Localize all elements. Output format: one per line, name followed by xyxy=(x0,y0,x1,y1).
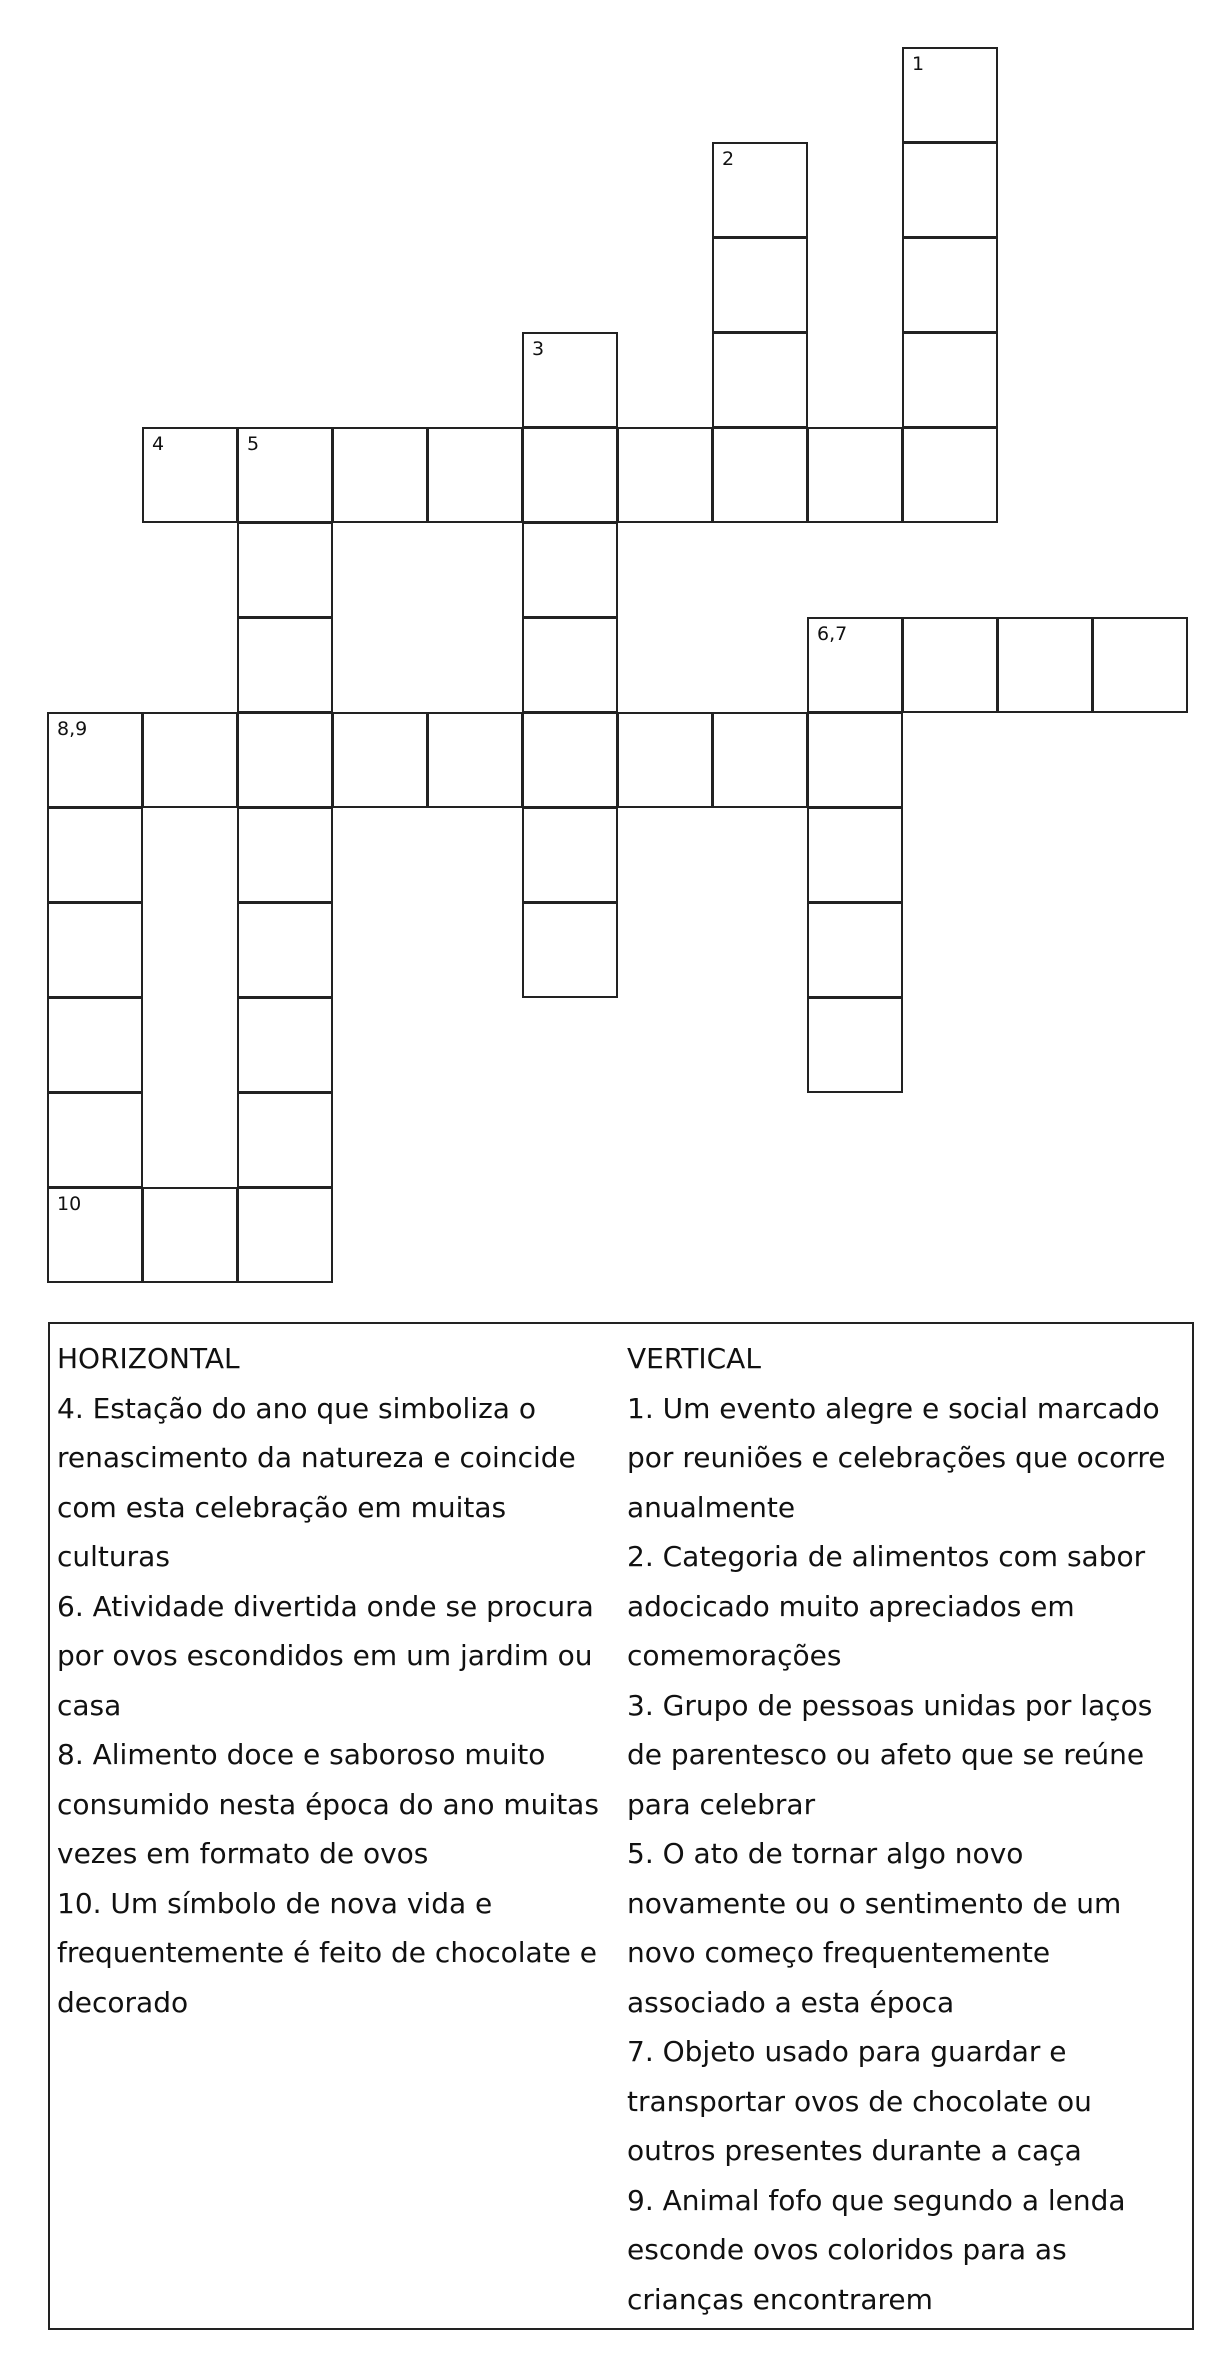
crossword-cell[interactable] xyxy=(522,332,618,428)
crossword-cell[interactable] xyxy=(712,237,808,333)
crossword-cell[interactable] xyxy=(237,427,333,523)
crossword-cell[interactable] xyxy=(712,332,808,428)
clue-number: 10 xyxy=(57,1193,82,1215)
crossword-cell[interactable] xyxy=(522,617,618,713)
crossword-cell[interactable] xyxy=(807,807,903,903)
clues-box xyxy=(48,1322,1194,2330)
crossword-cell[interactable] xyxy=(1092,617,1188,713)
crossword-cell[interactable] xyxy=(332,427,428,523)
crossword-cell[interactable] xyxy=(807,712,903,808)
crossword-cell[interactable] xyxy=(237,712,333,808)
crossword-cell[interactable] xyxy=(47,1187,143,1283)
clue-number: 1 xyxy=(912,53,925,75)
crossword-cell[interactable] xyxy=(142,427,238,523)
crossword-cell[interactable] xyxy=(712,142,808,238)
crossword-cell[interactable] xyxy=(332,712,428,808)
crossword-cell[interactable] xyxy=(712,427,808,523)
clue-number: 8,9 xyxy=(57,718,88,740)
crossword-cell[interactable] xyxy=(902,332,998,428)
horizontal-clue: 4. Estação do ano que simboliza o renascimento da natureza e coincide com esta celebração em muitas culturas xyxy=(57,1391,576,1573)
crossword-cell[interactable] xyxy=(427,712,523,808)
horizontal-clues-column xyxy=(57,1334,627,2027)
crossword-cell[interactable] xyxy=(902,617,998,713)
crossword-cell[interactable] xyxy=(902,142,998,238)
crossword-cell[interactable] xyxy=(807,617,903,713)
horizontal-heading: HORIZONTAL xyxy=(57,1342,240,1375)
vertical-clues-column xyxy=(627,1334,1187,2324)
crossword-cell[interactable] xyxy=(902,47,998,143)
clue-number: 6,7 xyxy=(817,623,848,645)
vertical-clue: 7. Objeto usado para guardar e transportar ovos de chocolate ou outros presentes durante a caça xyxy=(627,2035,1092,2167)
crossword-cell[interactable] xyxy=(142,1187,238,1283)
vertical-clue: 9. Animal fofo que segundo a lenda esconde ovos coloridos para as crianças encontrarem xyxy=(627,2183,1126,2316)
crossword-cell[interactable] xyxy=(142,712,238,808)
vertical-clue: 5. O ato de tornar algo novo novamente ou o sentimento de um novo começo frequentemente associado a esta época xyxy=(627,1837,1122,2019)
vertical-clue: 1. Um evento alegre e social marcado por reuniões e celebrações que ocorre anualmente xyxy=(627,1391,1166,1524)
crossword-cell[interactable] xyxy=(47,807,143,903)
vertical-heading: VERTICAL xyxy=(627,1342,761,1375)
crossword-cell[interactable] xyxy=(997,617,1093,713)
vertical-clue: 2. Categoria de alimentos com sabor adocicado muito apreciados em comemorações xyxy=(627,1540,1146,1672)
crossword-cell[interactable] xyxy=(47,902,143,998)
crossword-cell[interactable] xyxy=(47,997,143,1093)
crossword-cell[interactable] xyxy=(902,237,998,333)
crossword-cell[interactable] xyxy=(237,1187,333,1283)
crossword-cell[interactable] xyxy=(807,427,903,523)
crossword-cell[interactable] xyxy=(237,1092,333,1188)
crossword-cell[interactable] xyxy=(522,522,618,618)
vertical-clue: 3. Grupo de pessoas unidas por laços de parentesco ou afeto que se reúne para celebrar xyxy=(627,1688,1153,1821)
crossword-cell[interactable] xyxy=(237,807,333,903)
horizontal-clue: 8. Alimento doce e saboroso muito consumido nesta época do ano muitas vezes em formato de ovos xyxy=(57,1738,599,1870)
crossword-cell[interactable] xyxy=(47,712,143,808)
crossword-cell[interactable] xyxy=(522,427,618,523)
crossword-cell[interactable] xyxy=(617,427,713,523)
horizontal-clue: 10. Um símbolo de nova vida e frequentemente é feito de chocolate e decorado xyxy=(57,1886,597,2019)
crossword-cell[interactable] xyxy=(712,712,808,808)
horizontal-clue: 6. Atividade divertida onde se procura por ovos escondidos em um jardim ou casa xyxy=(57,1589,594,1722)
crossword-cell[interactable] xyxy=(522,712,618,808)
crossword-cell[interactable] xyxy=(522,807,618,903)
crossword-cell[interactable] xyxy=(617,712,713,808)
crossword-cell[interactable] xyxy=(427,427,523,523)
crossword-cell[interactable] xyxy=(237,617,333,713)
crossword-cell[interactable] xyxy=(237,902,333,998)
crossword-cell[interactable] xyxy=(47,1092,143,1188)
clue-number: 2 xyxy=(722,148,735,170)
clue-number: 5 xyxy=(247,433,260,455)
crossword-cell[interactable] xyxy=(902,427,998,523)
clue-number: 3 xyxy=(532,338,545,360)
crossword-cell[interactable] xyxy=(237,522,333,618)
crossword-cell[interactable] xyxy=(522,902,618,998)
crossword-cell[interactable] xyxy=(807,902,903,998)
crossword-cell[interactable] xyxy=(237,997,333,1093)
clue-number: 4 xyxy=(152,433,165,455)
crossword-cell[interactable] xyxy=(807,997,903,1093)
